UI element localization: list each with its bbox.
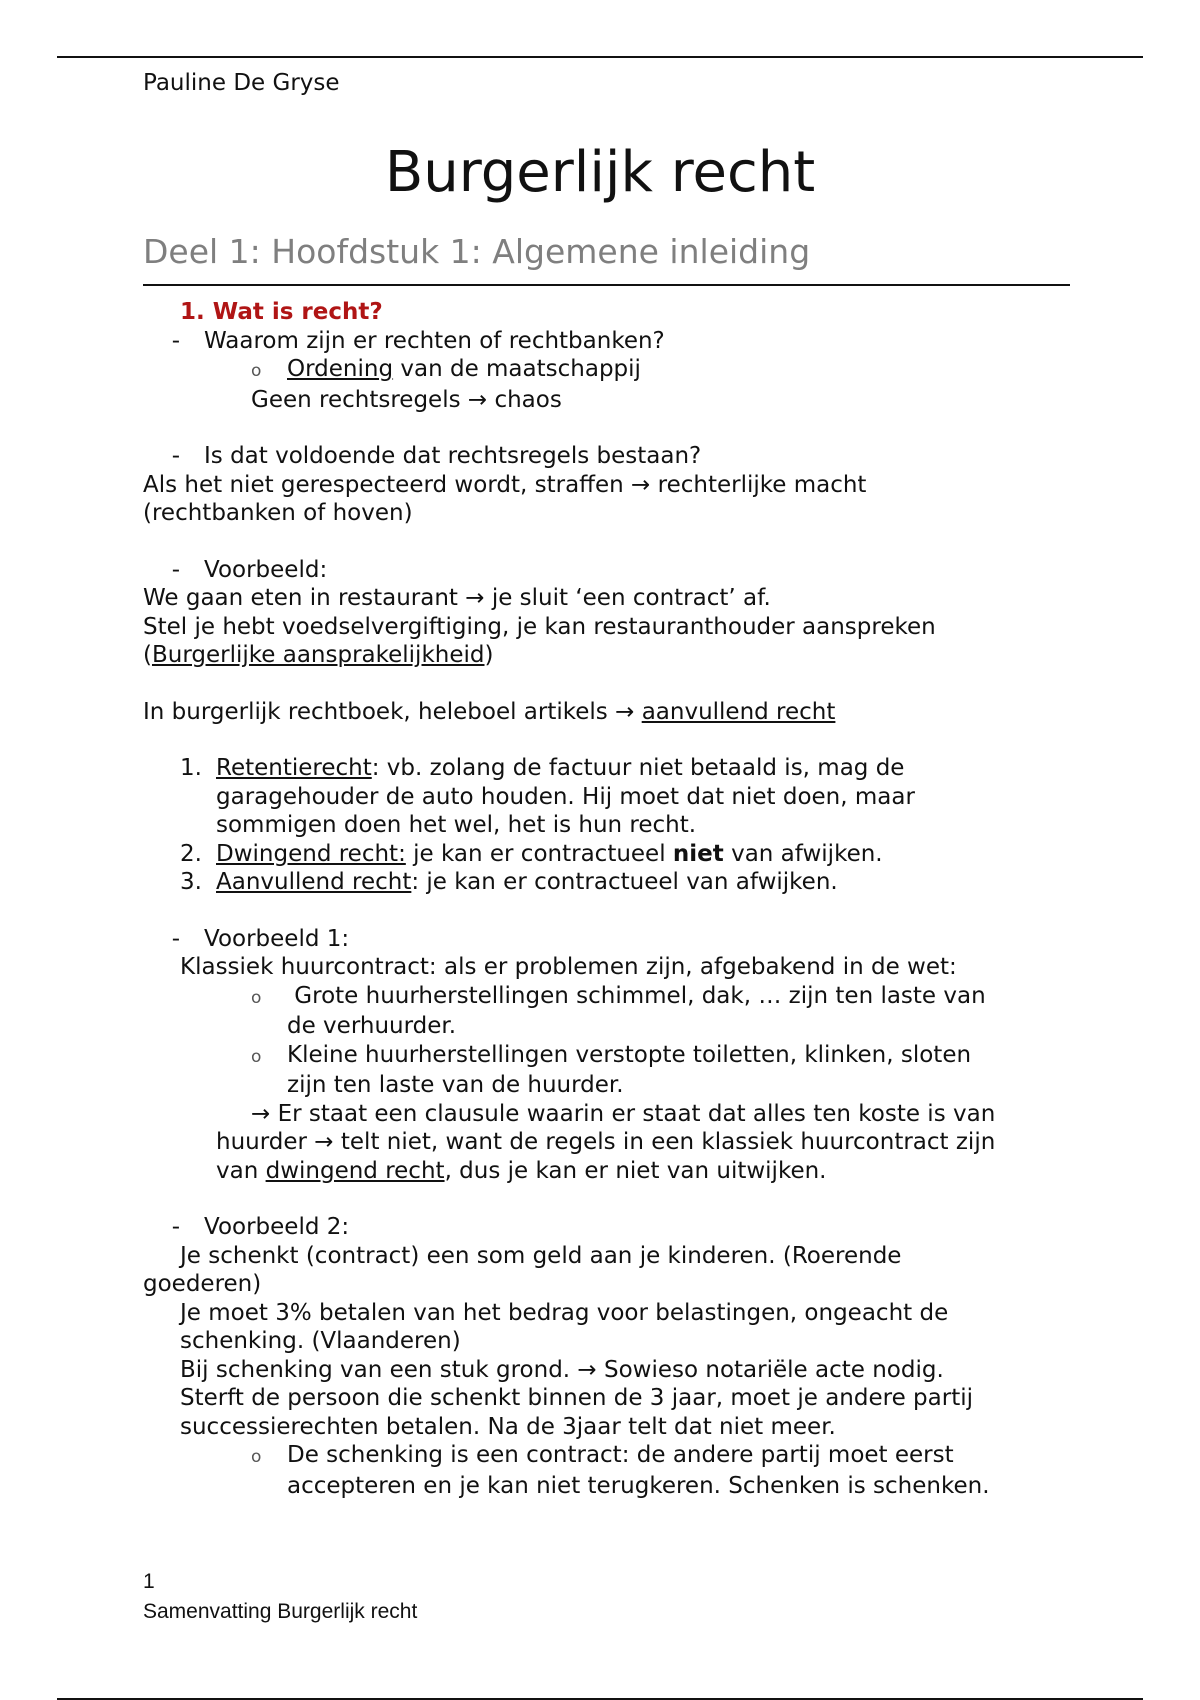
list-item: 3. Aanvullend recht: je kan er contractueel van afwijken. [180,869,838,895]
text-line: Je schenkt (contract) een som geld aan je kinderen. (Roerende [180,1242,902,1269]
bullet-item: o Grote huurherstellingen schimmel, dak, … zijn ten laste van [143,982,1073,1013]
list-item-continuation: garagehouder de auto houden. Hij moet dat niet doen, maar [216,783,915,810]
dash-item-example-1: - Voorbeeld 1: [171,925,350,952]
text-line: Sterft de persoon die schenkt binnen de 3 jaar, moet je andere partij [180,1385,973,1411]
footer-title: Samenvatting Burgerlijk recht [143,1600,418,1623]
text-line: Klassiek huurcontract: als er problemen zijn, afgebakend in de wet: [180,954,957,980]
bullet-item-continuation: zijn ten laste van de huurder. [287,1072,624,1098]
text-line: Als het niet gerespecteerd wordt, straffen → rechterlijke macht [143,471,867,498]
text-line: schenking. (Vlaanderen) [180,1328,461,1354]
text-line: (rechtbanken of hoven) [143,500,413,526]
text-line: Je moet 3% betalen van het bedrag voor belastingen, ongeacht de [180,1299,949,1326]
text-line: goederen) [143,1271,262,1297]
bullet-item: o Kleine huurherstellingen verstopte toiletten, klinken, sloten [143,1041,1073,1072]
subtitle-rule [143,284,1070,286]
page-number: 1 [143,1570,155,1593]
chapter-subtitle: Deel 1: Hoofdstuk 1: Algemene inleiding [143,232,811,271]
document-title: Burgerlijk recht [384,140,816,205]
list-item-continuation: sommigen doen het wel, het is hun recht. [216,812,697,838]
circle-bullet-icon: o [251,987,262,1008]
dash-item-question-2: - Is dat voldoende dat rechtsregels bestaan? [171,443,702,469]
circle-bullet-icon: o [251,361,262,381]
document-body [143,298,1073,1500]
header-author: Pauline De Gryse [143,70,340,96]
text-line: We gaan eten in restaurant → je sluit ‘een contract’ af. [143,585,771,611]
section-heading: 1. Wat is recht? [180,299,383,325]
bullet-item: o De schenking is een contract: de andere partij moet eerst [143,1441,1073,1472]
circle-bullet-icon: o [251,1046,262,1067]
text-line: successierechten betalen. Na de 3jaar telt dat niet meer. [180,1413,836,1440]
bullet-item-continuation: de verhuurder. [287,1013,457,1039]
text-line: van dwingend recht, dus je kan er niet van uitwijken. [216,1157,827,1184]
list-item: 2. Dwingend recht: je kan er contractueel niet van afwijken. [180,840,883,867]
dash-item-question-1: - Waarom zijn er rechten of rechtbanken? [171,327,665,354]
text-line: Stel je hebt voedselvergiftiging, je kan restauranthouder aanspreken [143,613,936,640]
dash-item-example: - Voorbeeld: [171,556,328,583]
text-line: Geen rechtsregels → chaos [251,386,562,413]
text-line: huurder → telt niet, want de regels in een klassiek huurcontract zijn [216,1129,996,1155]
bullet-item-continuation: accepteren en je kan niet terugkeren. Schenken is schenken. [287,1472,990,1499]
header-rule [57,56,1143,58]
dash-item-example-2: - Voorbeeld 2: [171,1214,350,1240]
text-line: (Burgerlijke aansprakelijkheid) [143,642,494,668]
text-line: → Er staat een clausule waarin er staat dat alles ten koste is van [251,1100,996,1127]
text-line: Bij schenking van een stuk grond. → Sowieso notariële acte nodig. [180,1356,944,1383]
list-item: 1. Retentierecht: vb. zolang de factuur niet betaald is, mag de [180,755,905,781]
circle-bullet-icon: o [251,1447,262,1467]
text-line: In burgerlijk rechtboek, heleboel artikels → aanvullend recht [143,698,836,725]
bullet-item-ordening: o Ordening van de maatschappij [143,355,1073,386]
